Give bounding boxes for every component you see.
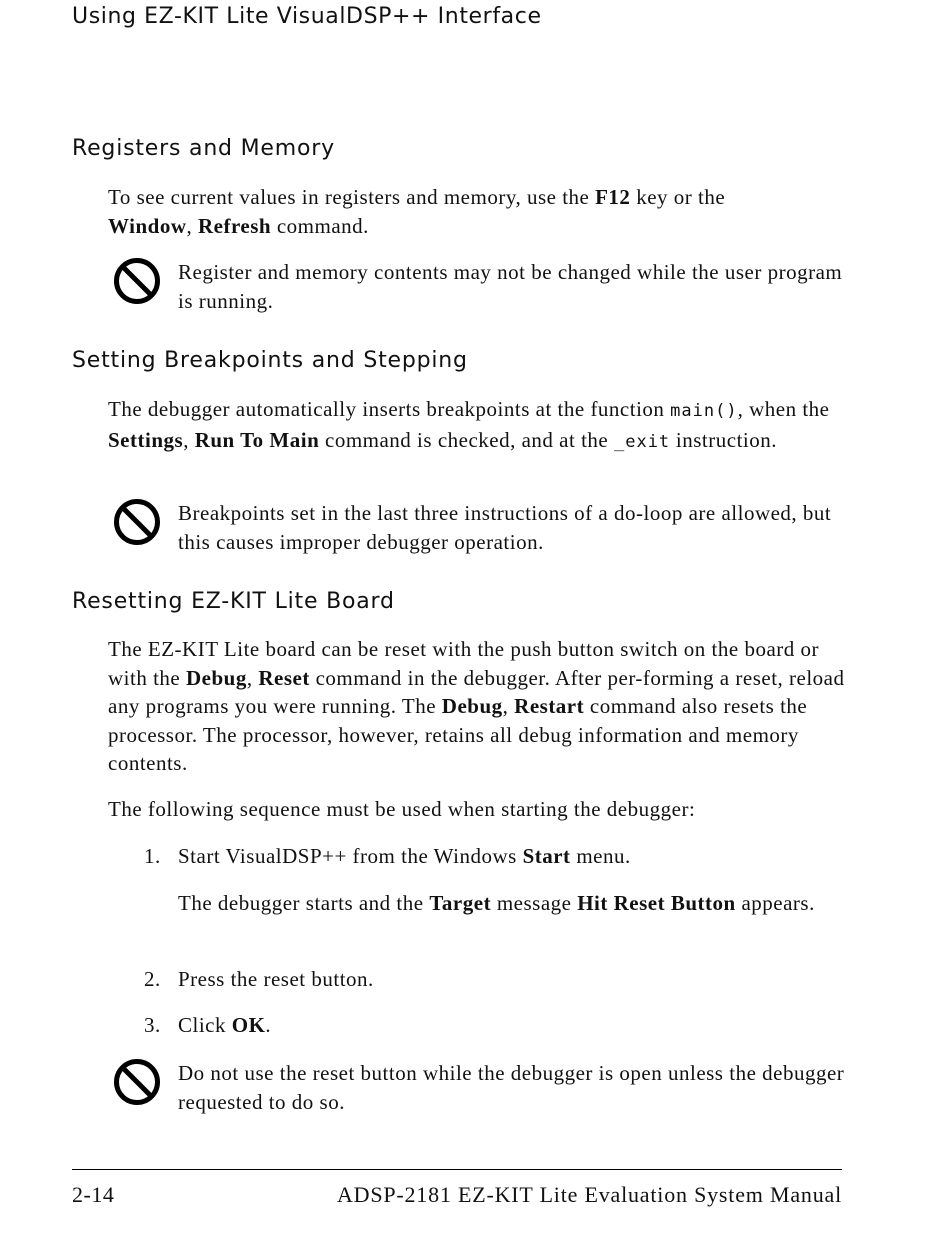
stop-icon — [113, 257, 161, 305]
stop-icon — [113, 1058, 161, 1106]
breakpoints-paragraph: The debugger automatically inserts breakpoints at the function main(), when the Settings, Run To Main command is checked, and at the _exit instruction. — [108, 397, 830, 452]
step-3-text: Click OK. — [178, 1013, 272, 1037]
registers-paragraph: To see current values in registers and memory, use the F12 key or the Window, Refresh command. — [108, 185, 726, 238]
resetting-paragraph: The EZ-KIT Lite board can be reset with the push button switch on the board or with the Debug, Reset command in the debugger. After per-forming a reset, reload any programs you were running. The Debug, Restart command also resets the processor. The processor, however, retains all debug information and memory contents. — [108, 637, 845, 775]
step-number: 2. — [144, 967, 161, 991]
step-number: 1. — [144, 844, 161, 868]
step-number: 3. — [144, 1013, 161, 1037]
stop-icon — [113, 498, 161, 546]
running-header: Using EZ-KIT Lite VisualDSP++ Interface — [72, 4, 542, 29]
section-heading-resetting: Resetting EZ-KIT Lite Board — [72, 589, 395, 614]
reset-note: Do not use the reset button while the debugger is open unless the debugger requested to do so. — [178, 1061, 845, 1114]
manual-title: ADSP-2181 EZ-KIT Lite Evaluation System Manual — [336, 1182, 842, 1207]
step-2-text: Press the reset button. — [178, 967, 374, 991]
step-1-result: The debugger starts and the Target message Hit Reset Button appears. — [178, 891, 815, 915]
section-heading-breakpoints: Setting Breakpoints and Stepping — [72, 348, 468, 373]
footer-rule — [72, 1169, 842, 1170]
page-number: 2-14 — [72, 1182, 115, 1207]
registers-note: Register and memory contents may not be changed while the user program is running. — [178, 260, 843, 313]
breakpoints-note: Breakpoints set in the last three instructions of a do-loop are allowed, but this causes improper debugger operation. — [178, 501, 832, 554]
step-1-text: Start VisualDSP++ from the Windows Start menu. — [178, 844, 631, 868]
sequence-intro: The following sequence must be used when starting the debugger: — [108, 797, 696, 821]
section-heading-registers: Registers and Memory — [72, 136, 335, 161]
